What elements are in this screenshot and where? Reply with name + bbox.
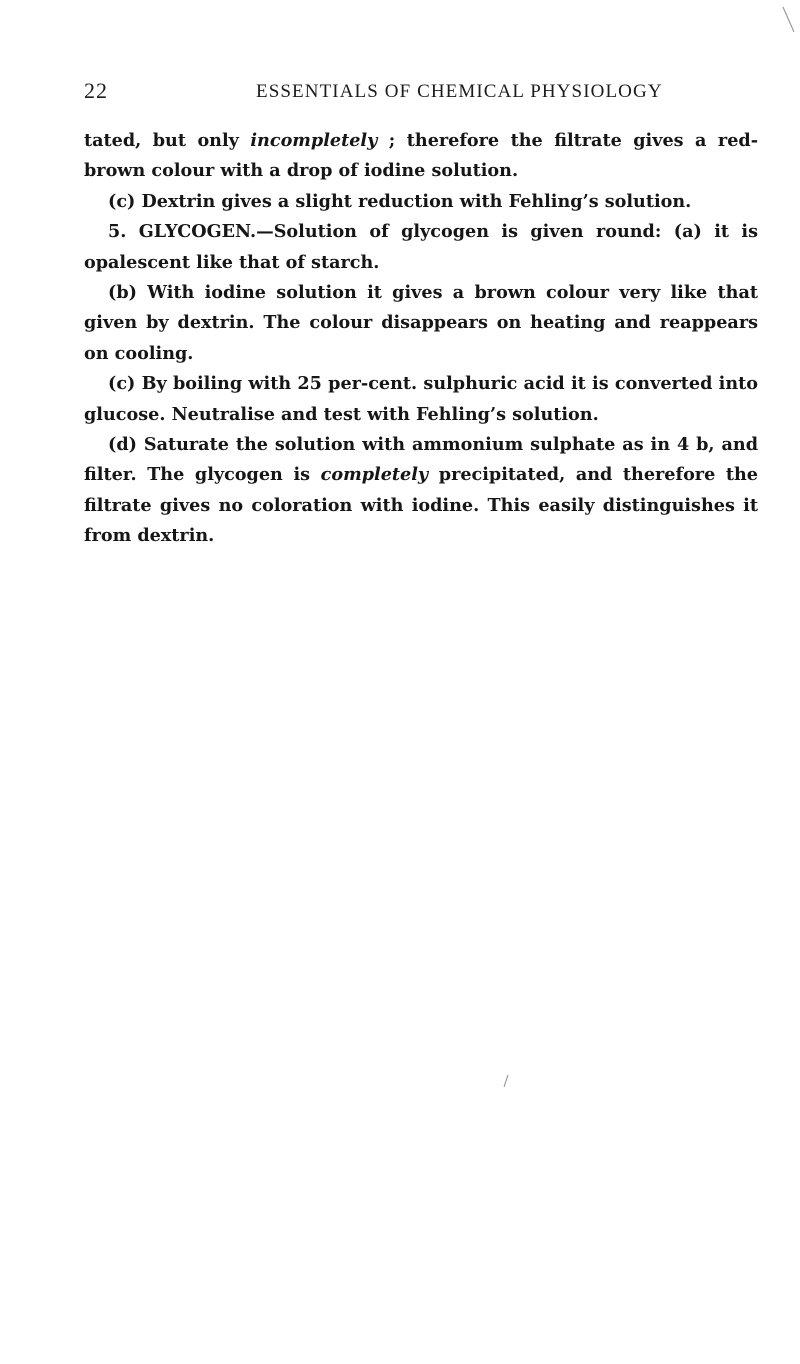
body-text xyxy=(84,126,758,552)
page-edge-mark xyxy=(782,6,796,34)
running-title: ESSENTIALS OF CHEMICAL PHYSIOLOGY xyxy=(256,81,663,102)
paragraph-continuation xyxy=(84,126,758,187)
paragraph-dextrin-c xyxy=(84,187,758,217)
page-number: 22 xyxy=(84,78,108,103)
paragraph-text: (c) By boiling with 25 per-cent. sulphuric acid it is converted into glucose. Neutralise and test with Fehling’s solution. xyxy=(84,373,758,425)
paragraph-glycogen xyxy=(84,217,758,278)
paragraph-text: (b) With iodine solution it gives a brown colour very like that given by dextrin. The colour disappears on heating and reappears on cooling. xyxy=(84,282,758,364)
paragraph-text: precipitated, and therefore the filtrate gives no coloration with iodine. This easily distinguishes it from dextrin. xyxy=(84,464,759,547)
paragraph-glycogen-b xyxy=(84,278,758,369)
paragraph-glycogen-d xyxy=(84,430,758,552)
emphasis-text: completely xyxy=(320,464,429,486)
paragraph-text: ; therefore the filtrate gives a red-brown colour with a drop of iodine solution. xyxy=(84,130,758,182)
paragraph-text: 5. GLYCOGEN.—Solution of glycogen is given round: (a) it is opalescent like that of starch. xyxy=(84,221,758,273)
paragraph-text: tated, but only xyxy=(84,130,251,151)
paragraph-text: (d) Saturate the solution with ammonium sulphate as in 4 b, and filter. The glycogen is xyxy=(84,434,758,486)
running-head xyxy=(84,78,744,108)
paragraph-text: (c) Dextrin gives a slight reduction with Fehling’s solution. xyxy=(108,190,692,212)
stray-pencil-mark xyxy=(503,1074,509,1088)
emphasis-text: incompletely xyxy=(250,130,378,151)
paragraph-glycogen-c xyxy=(84,369,758,430)
